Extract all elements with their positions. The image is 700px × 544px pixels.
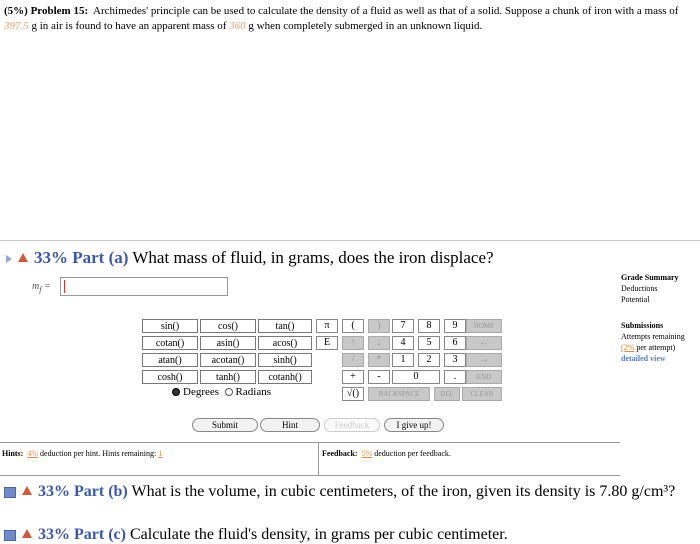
grade-summary-title: Grade Summary (621, 273, 679, 282)
problem-text-2: g in air is found to have an apparent mass of (28, 20, 230, 32)
part-b-unit: g/cm³? (631, 483, 676, 500)
key-3[interactable]: 3 (444, 353, 466, 367)
feedback-pct-link[interactable]: 5% (361, 449, 373, 458)
part-b-question: What is the volume, in cubic centimeters, of the iron, given its density is 7.80 (131, 483, 628, 500)
part-c-header[interactable] (4, 526, 508, 544)
feedback-label: Feedback: (322, 449, 358, 458)
submissions-panel (621, 320, 700, 364)
problem-header: (5%) Problem 15: (4, 5, 89, 17)
part-a-header[interactable] (6, 248, 494, 268)
key-0[interactable]: 0 (392, 370, 440, 384)
key-7[interactable]: 7 (392, 319, 414, 333)
feedback-desc: deduction per feedback. (372, 449, 451, 458)
key-end[interactable]: END (466, 370, 502, 384)
potential-label: Potential (621, 295, 650, 304)
part-c-question: Calculate the fluid's density, in grams per cubic centimeter. (129, 526, 508, 543)
key-close-paren[interactable]: ) (368, 319, 390, 333)
give-up-button[interactable]: I give up! (384, 418, 444, 432)
problem-text-3: g when completely submerged in an unknown liquid. (245, 20, 483, 32)
key-e[interactable]: E (316, 336, 338, 350)
hints-text (2, 449, 162, 458)
key-6[interactable]: 6 (444, 336, 466, 350)
function-key-atan[interactable]: atan() (142, 353, 198, 367)
function-key-acotan[interactable]: acotan() (200, 353, 256, 367)
function-key-acos[interactable]: acos() (258, 336, 312, 350)
function-key-sin[interactable]: sin() (142, 319, 198, 333)
part-c-label: Part (c) (74, 526, 126, 543)
warning-icon (22, 486, 32, 495)
feedback-text (322, 449, 451, 458)
key-9[interactable]: 9 (444, 319, 466, 333)
key-1[interactable]: 1 (392, 353, 414, 367)
submissions-title: Submissions (621, 321, 664, 330)
part-a-question: What mass of fluid, in grams, does the iron displace? (132, 248, 494, 267)
key-pi[interactable]: π (316, 319, 338, 333)
part-a-label: Part (a) (72, 248, 129, 267)
key-clear[interactable]: CLEAR (462, 387, 502, 401)
key-left[interactable]: ← (466, 336, 502, 350)
answer-label: $m_f$ = (32, 281, 51, 294)
function-key-sinh[interactable]: sinh() (258, 353, 312, 367)
function-key-cos[interactable]: cos() (200, 319, 256, 333)
key-up[interactable]: ↑ (342, 336, 364, 350)
text-caret (64, 280, 65, 293)
key-backspace[interactable]: BACKSPACE (368, 387, 430, 401)
hints-remaining: 1 (158, 449, 163, 458)
deductions-label: Deductions (621, 284, 658, 293)
function-key-tanh[interactable]: tanh() (200, 370, 256, 384)
hints-desc: deduction per hint. Hints remaining: (38, 449, 159, 458)
answer-input[interactable] (60, 277, 228, 296)
part-b-header[interactable] (4, 483, 700, 501)
per-attempt-pct: (2% (621, 343, 635, 352)
degrees-radio[interactable] (172, 388, 180, 396)
hint-button[interactable]: Hint (260, 418, 320, 432)
collapsed-icon[interactable] (4, 487, 16, 498)
apparent-mass-value: 360 (229, 20, 246, 32)
warning-icon (22, 529, 32, 538)
key-star[interactable]: * (368, 353, 390, 367)
key-home[interactable]: HOME (466, 319, 502, 333)
function-key-cotanh[interactable]: cotanh() (258, 370, 312, 384)
key-plus[interactable]: + (342, 370, 364, 384)
radians-radio[interactable] (225, 388, 233, 396)
key-right[interactable]: → (466, 353, 502, 367)
problem-statement (4, 4, 694, 34)
part-a-percent: 33% (34, 248, 68, 267)
submit-button[interactable]: Submit (192, 418, 258, 432)
hints-feedback-bar (0, 442, 620, 476)
key-8[interactable]: 8 (418, 319, 440, 333)
mass-air-value: 397.5 (4, 20, 29, 32)
key-4[interactable]: 4 (392, 336, 414, 350)
attempts-label: Attempts remaining (621, 332, 685, 341)
angle-mode (172, 386, 271, 398)
key-slash[interactable]: / (342, 353, 364, 367)
hints-label: Hints: (2, 449, 24, 458)
part-b-percent: 33% (38, 483, 70, 500)
part-b-label: Part (b) (74, 483, 128, 500)
feedback-button[interactable]: Feedback (324, 418, 380, 432)
key-2[interactable]: 2 (418, 353, 440, 367)
radians-label: Radians (235, 386, 271, 398)
detailed-view-link[interactable]: detailed view (621, 354, 666, 363)
problem-text-1: Archimedes' principle can be used to calculate the density of a fluid as well as that of a solid. Suppose a chunk of iron with a mass of (93, 5, 679, 17)
divider (318, 443, 319, 475)
key-sqrt[interactable]: √() (342, 387, 364, 401)
function-key-cotan[interactable]: cotan() (142, 336, 198, 350)
degrees-label: Degrees (183, 386, 220, 398)
key-open-paren[interactable]: ( (342, 319, 364, 333)
function-key-asin[interactable]: asin() (200, 336, 256, 350)
warning-icon (18, 253, 28, 262)
key-down[interactable]: ↓ (368, 336, 390, 350)
key-del[interactable]: DEL (434, 387, 460, 401)
expand-icon[interactable] (6, 255, 12, 263)
key-minus[interactable]: - (368, 370, 390, 384)
collapsed-icon[interactable] (4, 530, 16, 541)
divider (0, 240, 700, 241)
part-c-percent: 33% (38, 526, 70, 543)
function-key-tan[interactable]: tan() (258, 319, 312, 333)
per-attempt-text: per attempt) (634, 343, 676, 352)
key-5[interactable]: 5 (418, 336, 440, 350)
function-key-cosh[interactable]: cosh() (142, 370, 198, 384)
key-dot[interactable]: . (444, 370, 466, 384)
hints-pct-link[interactable]: 4% (27, 449, 39, 458)
grade-summary (621, 272, 700, 305)
